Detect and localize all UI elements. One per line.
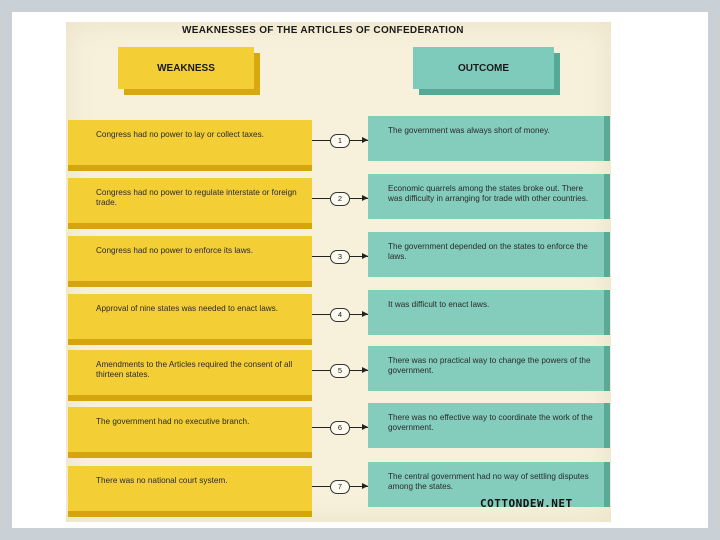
row-number-5: 5 <box>330 364 350 378</box>
outcome-box-2: Economic quarrels among the states broke out. There was difficulty in arranging for trade with other countries. <box>368 174 604 219</box>
row-number-3: 3 <box>330 250 350 264</box>
frame-right <box>708 0 720 540</box>
row-number-2: 2 <box>330 192 350 206</box>
weakness-box-3: Congress had no power to enforce its laws. <box>68 236 312 281</box>
watermark: COTTONDEW.NET <box>480 497 573 510</box>
weakness-header-label: WEAKNESS <box>157 62 215 74</box>
frame-bottom <box>0 528 720 540</box>
frame-top <box>0 0 720 12</box>
page-title: WEAKNESSES OF THE ARTICLES OF CONFEDERATION <box>182 25 464 36</box>
weakness-box-4: Approval of nine states was needed to enact laws. <box>68 294 312 339</box>
weakness-box-6: The government had no executive branch. <box>68 407 312 452</box>
outcome-box-3: The government depended on the states to enforce the laws. <box>368 232 604 277</box>
outcome-box-4: It was difficult to enact laws. <box>368 290 604 335</box>
frame-left <box>0 0 12 540</box>
row-number-4: 4 <box>330 308 350 322</box>
outcome-header-label: OUTCOME <box>457 62 510 74</box>
outcome-box-5: There was no practical way to change the powers of the government. <box>368 346 604 391</box>
outcome-box-6: There was no effective way to coordinate the work of the government. <box>368 403 604 448</box>
outcome-header <box>413 47 554 89</box>
row-number-6: 6 <box>330 421 350 435</box>
row-number-7: 7 <box>330 480 350 494</box>
outcome-box-1: The government was always short of money. <box>368 116 604 161</box>
weakness-box-5: Amendments to the Articles required the consent of all thirteen states. <box>68 350 312 395</box>
weakness-box-7: There was no national court system. <box>68 466 312 511</box>
outcome-box-7: The central government had no way of settling disputes among the states. <box>368 462 604 507</box>
weakness-box-2: Congress had no power to regulate interstate or foreign trade. <box>68 178 312 223</box>
weakness-box-1: Congress had no power to lay or collect taxes. <box>68 120 312 165</box>
weakness-header <box>118 47 254 89</box>
row-number-1: 1 <box>330 134 350 148</box>
